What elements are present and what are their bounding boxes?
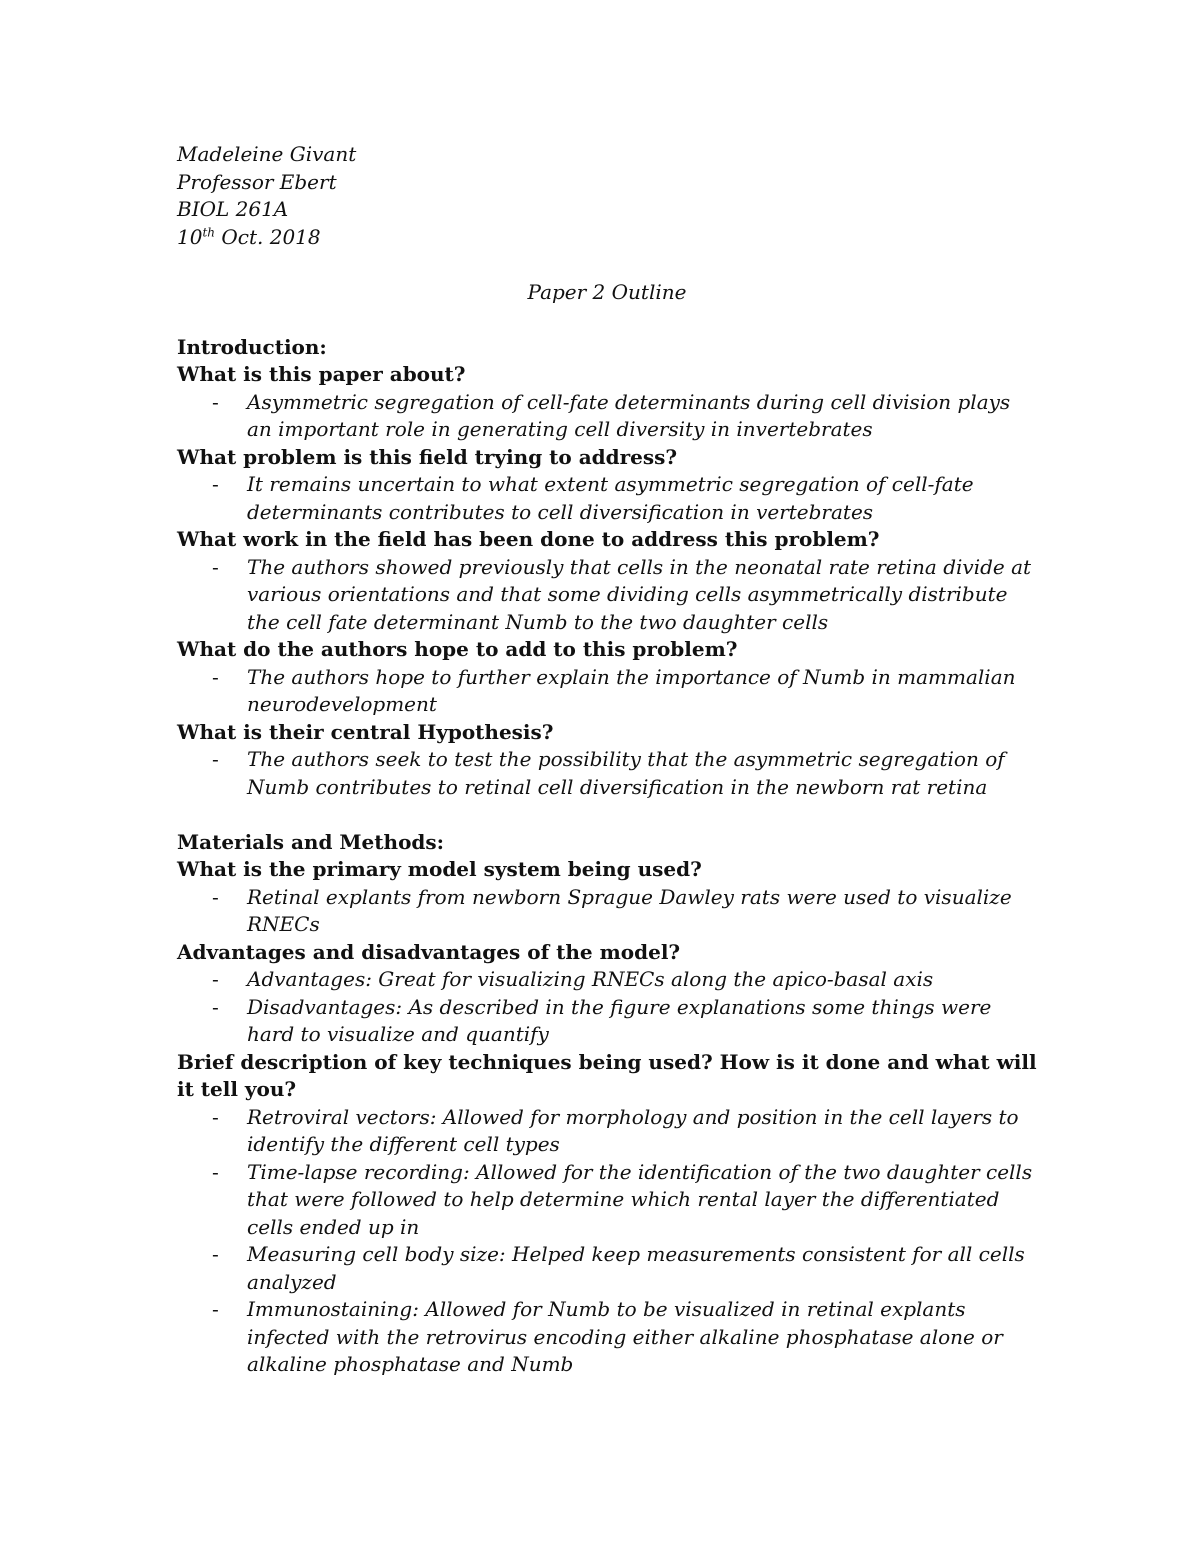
- document-title: Paper 2 Outline: [527, 279, 687, 304]
- answer-item: [177, 389, 1037, 444]
- answer-text: Disadvantages: As described in the figure explanations some things were hard to visualize and quantify: [247, 994, 992, 1046]
- date-day: 10: [177, 224, 203, 249]
- question: What is the primary model system being used?: [177, 857, 702, 881]
- answer-text: Retinal explants from newborn Sprague Dawley rats were used to visualize RNECs: [247, 884, 1012, 936]
- answer-list: [177, 1104, 1037, 1379]
- question: Advantages and disadvantages of the model?: [177, 939, 681, 964]
- answer-item: [177, 1241, 1037, 1296]
- answer-item: [177, 1296, 1037, 1379]
- bullet-dash: -: [212, 664, 219, 689]
- date-month-year: Oct. 2018: [215, 224, 321, 249]
- bullet-dash: -: [212, 994, 219, 1019]
- answer-item: [177, 994, 1037, 1049]
- answer-item: [177, 664, 1037, 719]
- bullet-dash: -: [212, 1297, 219, 1321]
- bullet-dash: -: [212, 1242, 219, 1266]
- answer-text: It remains uncertain to what extent asymmetric segregation of cell-fate determinants contributes to cell diversification in vertebrates: [247, 472, 974, 524]
- date-suffix: th: [202, 224, 216, 239]
- answer-item: [177, 884, 1037, 939]
- answer-text: The authors showed previously that cells in the neonatal rate retina divide at various orientations and that some dividing cells asymmetrically distribute the cell fate determinant Numb to the two daughter cells: [247, 554, 1032, 634]
- answer-item: [177, 1159, 1037, 1242]
- answer-list: [177, 554, 1037, 637]
- answer-list: [177, 471, 1037, 526]
- answer-text: Asymmetric segregation of cell-fate determinants during cell division plays an important role in generating cell diversity in invertebrates: [247, 389, 1011, 441]
- question: What is their central Hypothesis?: [177, 719, 554, 744]
- answer-item: [177, 966, 1037, 994]
- answer-text: Immunostaining: Allowed for Numb to be visualized in retinal explants infected with the retrovirus encoding either alkaline phosphatase alone or alkaline phosphatase and Numb: [247, 1297, 1003, 1376]
- answer-text: Measuring cell body size: Helped keep measurements consistent for all cells analyzed: [247, 1242, 1025, 1294]
- question: What do the authors hope to add to this problem?: [177, 637, 738, 661]
- document-page: [177, 141, 1037, 1379]
- bullet-dash: -: [212, 389, 219, 414]
- bullet-dash: -: [212, 554, 219, 579]
- bullet-dash: -: [212, 747, 219, 771]
- bullet-dash: -: [212, 1159, 219, 1184]
- answer-item: [177, 471, 1037, 526]
- answer-text: Time-lapse recording: Allowed for the identification of the two daughter cells that were followed to help determine which rental layer the differentiated cells ended up in: [247, 1159, 1033, 1239]
- answer-item: [177, 1104, 1037, 1159]
- bullet-dash: -: [212, 472, 219, 496]
- answer-text: Retroviral vectors: Allowed for morphology and position in the cell layers to identify the different cell types: [247, 1104, 1019, 1156]
- bullet-dash: -: [212, 1104, 219, 1129]
- bullet-dash: -: [212, 884, 219, 909]
- answer-list: [177, 884, 1037, 939]
- section-heading-methods: Materials and Methods:: [177, 829, 445, 854]
- document-date: [177, 224, 1037, 252]
- answer-text: Advantages: Great for visualizing RNECs along the apico-basal axis: [247, 967, 934, 991]
- answer-list: [177, 389, 1037, 444]
- answer-text: The authors seek to test the possibility that the asymmetric segregation of Numb contributes to retinal cell diversification in the newborn rat retina: [247, 747, 1005, 799]
- answer-list: [177, 966, 1037, 1049]
- answer-item: [177, 554, 1037, 637]
- answer-list: [177, 746, 1037, 801]
- author-name: Madeleine Givant: [177, 142, 357, 166]
- answer-list: [177, 664, 1037, 719]
- course-code: BIOL 261A: [177, 197, 289, 221]
- bullet-dash: -: [212, 967, 219, 991]
- question: What work in the field has been done to address this problem?: [177, 527, 880, 551]
- section-heading-introduction: Introduction:: [177, 334, 327, 359]
- answer-text: The authors hope to further explain the importance of Numb in mammalian neurodevelopment: [247, 664, 1016, 716]
- question: What is this paper about?: [177, 362, 466, 386]
- question: What problem is this field trying to address?: [177, 444, 678, 469]
- answer-item: [177, 746, 1037, 801]
- question: Brief description of key techniques being used? How is it done and what will it tell you?: [177, 1049, 1037, 1101]
- professor-name: Professor Ebert: [177, 169, 337, 194]
